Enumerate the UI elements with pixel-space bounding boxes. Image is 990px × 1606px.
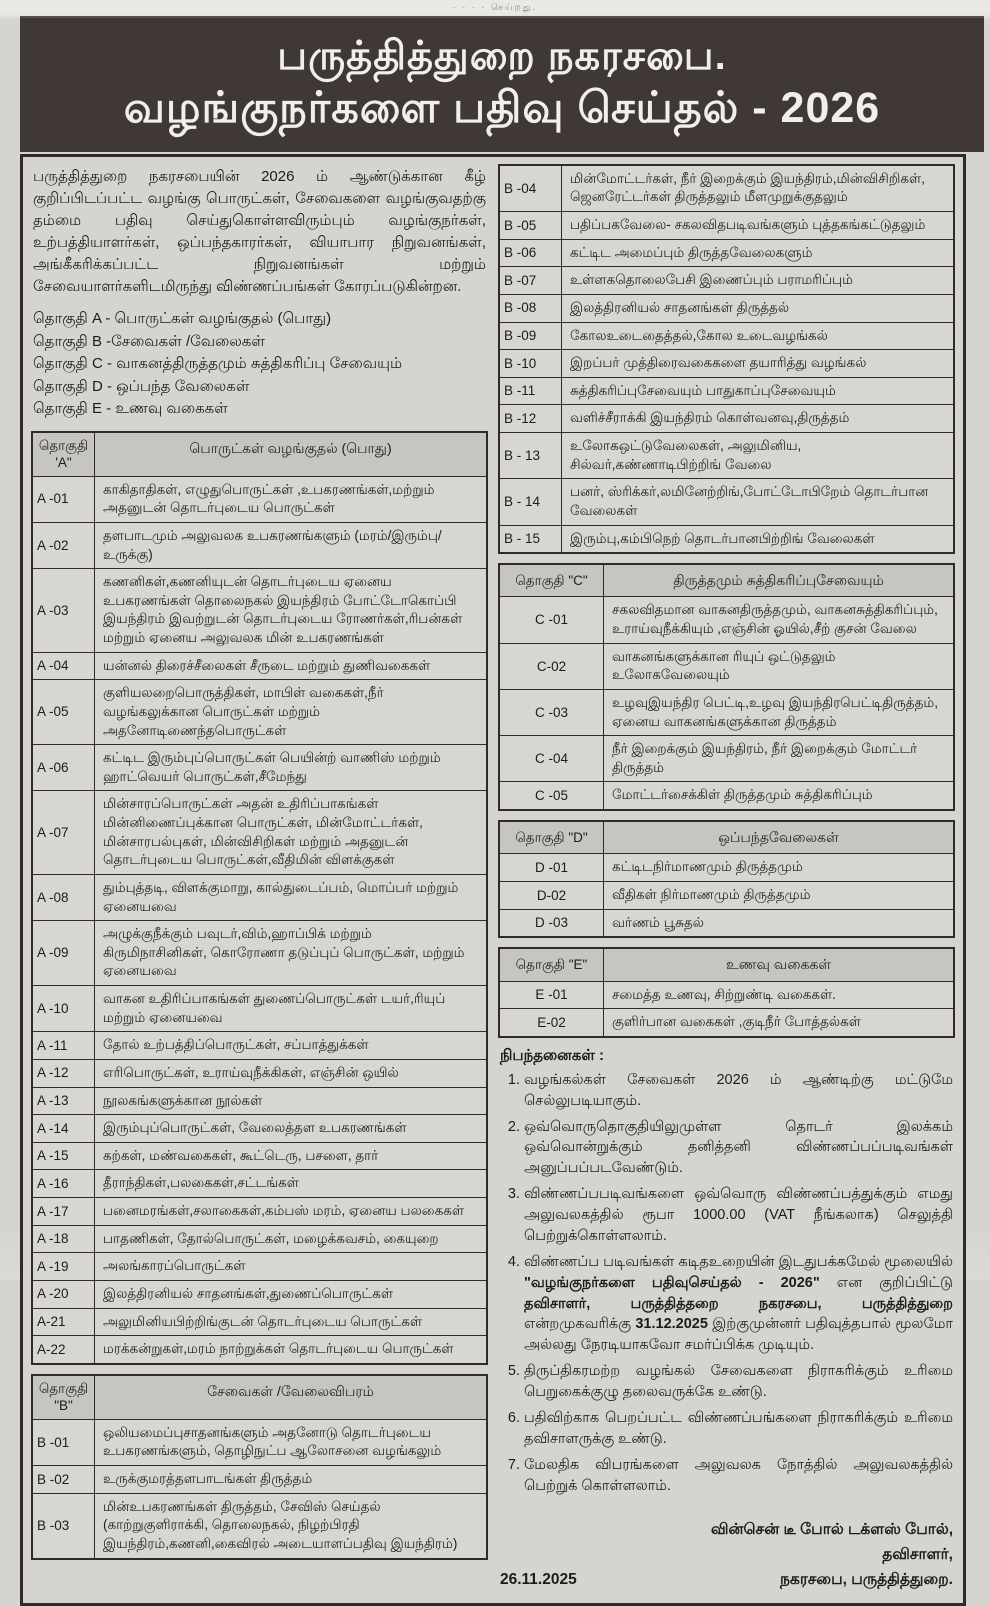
row-desc-cell: மரக்கன்றுகள்,மரம் நாற்றுக்கள் தொடர்புடைய பொருட்கள்: [103, 1341, 454, 1357]
notice-title-line1: பருத்தித்துறை நகரசபை.: [277, 34, 727, 78]
category-item: தொகுதி D - ஒப்பந்த வேலைகள்: [33, 377, 250, 395]
table-row: [33, 1114, 486, 1142]
table-row: [500, 689, 953, 735]
row-desc-cell: கற்கள், மண்வகைகள், கூட்டெரு, பசளை, தார்: [103, 1147, 379, 1163]
table-row: [500, 781, 953, 809]
row-code-cell: B -06: [500, 240, 562, 267]
row-code-cell: A-22: [33, 1336, 95, 1363]
row-code-cell: A -15: [33, 1143, 95, 1170]
table-row: [500, 981, 953, 1009]
row-desc-cell: அலுமினியபிற்றிங்குடன் தொடர்புடைய பொருட்கள்: [103, 1313, 423, 1329]
row-code-cell: B -04: [500, 166, 562, 211]
row-code-cell: A -18: [33, 1226, 95, 1253]
row-code-cell: B - 15: [500, 526, 562, 553]
condition-item: 4. விண்ணப்ப படிவங்கள் கடிதஉறையின் இடதுபக்கமேல் மூலையில் "வழங்குநர்களை பதிவுசெய்தல் - 2026" என குறிப்பிட்டு தவிசாளர், பருத்தித்தறை நகரசபை, பருத்தித்துறை என்றமுகவரிக்கு 31.12.2025 இற்குமுன்னர் பதிவுத்தபால் மூலமோ அல்லது நேரடியாகவோ சமர்ப்பிக்க முடியும்.: [524, 1252, 953, 1356]
table-a-header-title: பொருட்கள் வழங்குதல் (பொது): [189, 439, 392, 456]
category-item: தொகுதி A - பொருட்கள் வழங்குதல் (பொது): [33, 310, 332, 328]
row-desc-cell: தளபாடமும் அலுவலக உபகரணங்களும் (மரம்/இரும்பு/உருக்கு): [103, 527, 442, 562]
row-code-cell: B -01: [33, 1420, 95, 1465]
row-desc-cell: இலத்திரனியல் சாதனங்கள்,துணைப்பொருட்கள்: [103, 1285, 394, 1301]
table-row: [33, 1169, 486, 1197]
table-row: [33, 1280, 486, 1308]
row-desc-cell: வர்ணம் பூசுதல்: [612, 914, 704, 930]
notice-header: [20, 16, 984, 152]
conditions-list: [500, 1070, 953, 1497]
row-code-cell: A -01: [33, 477, 95, 522]
table-row: [500, 377, 953, 405]
signatory-title: தவிசாளர்,: [882, 1546, 953, 1564]
table-c-header-title: திருத்தமும் சுத்திகரிப்புசேவையும்: [673, 572, 884, 589]
table-row: [33, 744, 486, 790]
row-code-cell: C -01: [500, 597, 604, 642]
row-desc-cell: குளிர்பான வகைகள் ,குடிநீர் போத்தல்கள்: [612, 1014, 861, 1030]
row-desc-cell: மோட்டர்சைக்கிள் திருத்தமும் சுத்திகரிப்பும்: [612, 787, 873, 803]
row-desc-cell: தீராந்திகள்,பலகைகள்,சட்டங்கள்: [103, 1175, 299, 1191]
table-row: [33, 1059, 486, 1087]
row-code-cell: A -03: [33, 569, 95, 652]
row-code-cell: A -04: [33, 653, 95, 680]
table-row: [500, 596, 953, 642]
condition-item: 7. மேலதிக விபரங்களை அலுவலக நோத்தில் அலுவலகத்தில் பெற்றுக் கொள்ளலாம்.: [524, 1455, 953, 1497]
table-row: [500, 881, 953, 909]
row-code-cell: A -20: [33, 1281, 95, 1308]
row-desc-cell: குளியலறைபொருத்திகள், மாபிள் வகைகள்,நீர் வழங்கலுக்கான பொருட்கள் மற்றும் அதனோடிணைந்தபொருட்கள்: [103, 685, 384, 738]
row-code-cell: C -05: [500, 782, 604, 809]
row-desc-cell: இறப்பர் முத்திரைவகைகளை தயாரித்து வழங்கல்: [570, 355, 867, 371]
table-row: [500, 322, 953, 350]
table-d-header-row: [500, 822, 953, 853]
table-e-header-code: தொகுதி "E": [500, 949, 604, 980]
table-row: [33, 1087, 486, 1115]
row-desc-cell: பாதணிகள், தோல்பொருட்கள், மழைக்கவசம், கையுறை: [103, 1230, 439, 1246]
signatory-name: வின்சென் டீ போல் டக்ளஸ் போல்,: [710, 1521, 953, 1539]
row-code-cell: B -10: [500, 350, 562, 377]
table-row: [500, 239, 953, 267]
row-code-cell: C -04: [500, 736, 604, 781]
row-desc-cell: உலோகஒட்டுவேலைகள், அலுமினிய, சில்வர்,கண்ணாடிபிற்றிங் வேலை: [570, 438, 802, 472]
row-desc-cell: சுத்திகரிப்புசேவையும் பாதுகாப்புசேவையும்: [570, 382, 836, 398]
category-item: தொகுதி C - வாகனத்திருத்தமும் சுத்திகரிப்பு சேவையும்: [33, 355, 403, 373]
conditions-section: [500, 1047, 953, 1497]
row-desc-cell: கட்டிட இரும்புப்பொருட்கள் பெயின்ற் வாணிஸ் மற்றும் ஹாட்வெயர் பொருட்கள்,சீமேந்து: [103, 750, 441, 784]
table-row: [500, 294, 953, 322]
table-row: [500, 432, 953, 478]
row-desc-cell: எரிபொருட்கள், உராய்வுநீக்கிகள், எஞ்சின் ஒயில்: [103, 1064, 399, 1080]
category-item: தொகுதி E - உணவு வகைகள்: [33, 400, 228, 418]
row-code-cell: A -07: [33, 791, 95, 874]
table-row: [500, 643, 953, 689]
row-code-cell: A -14: [33, 1115, 95, 1142]
table-a-header-code: தொகுதி 'A": [33, 433, 95, 476]
row-code-cell: C-02: [500, 644, 604, 689]
table-row: [33, 985, 486, 1031]
row-code-cell: A -08: [33, 875, 95, 920]
row-desc-cell: சமைத்த உணவு, சிற்றுண்டி வகைகள்.: [612, 986, 836, 1002]
row-desc-cell: வீதிகள் நிர்மாணமும் திருத்தமும்: [612, 887, 811, 902]
row-desc-cell: மின்சாரப்பொருட்கள் அதன் உதிரிப்பாகங்கள் மின்னிணைப்புக்கான பொருட்கள், மின்மோட்டர்கள், மின்சாரபல்புகள், மின்விசிறிகள் மற்றும் அதனுடன் தொடர்புடைய பொருட்கள்,வீதிமின் விளக்குகள்: [103, 796, 423, 868]
category-item: தொகுதி B -சேவைகள் /வேலைகள்: [33, 332, 265, 350]
row-code-cell: D -03: [500, 910, 604, 937]
table-row: [33, 652, 486, 680]
condition-item: 6. பதிவிற்காக பெறப்பட்ட விண்ணப்பங்களை நிராகரிக்கும் உரிமை தவிசாளருக்கு உண்டு.: [524, 1408, 953, 1450]
table-row: [500, 909, 953, 937]
table-row: [33, 874, 486, 920]
row-code-cell: A -17: [33, 1198, 95, 1225]
row-code-cell: A -09: [33, 921, 95, 985]
row-desc-cell: தோல் உற்பத்திப்பொருட்கள், சப்பாத்துக்கள்: [103, 1037, 369, 1053]
row-desc-cell: உழவுஇயந்திர பெட்டி,உழவு இயந்திரபெட்டிதிருத்தம், ஏனைய வாகனங்களுக்கான திருத்தம்: [612, 694, 938, 729]
table-row: [33, 1493, 486, 1558]
row-desc-cell: பனைமரங்கள்,சலாகைகள்,கம்பஸ் மரம், ஏனைய பலகைகள்: [103, 1203, 465, 1218]
table-row: [500, 478, 953, 524]
row-code-cell: B -08: [500, 295, 562, 322]
row-code-cell: A -19: [33, 1253, 95, 1280]
notice-body-frame: [20, 154, 966, 1606]
table-row: [33, 920, 486, 985]
row-code-cell: B -07: [500, 267, 562, 294]
table-row: [33, 1197, 486, 1225]
row-desc-cell: கணனிகள்,கணனியுடன் தொடர்புடைய ஏனைய உபகரணங்கள் தொலைநகல் இயந்திரம் போட்டோகொப்பி இயந்திரம் இவற்றுடன் தொடர்புடைய ரோணர்கள்,ரிபன்கள் மற்றும் ஏனைய அலுவலக மின் உபகரணங்கள்: [103, 574, 463, 645]
row-desc-cell: அழுக்குநீக்கும் பவுடர்,விம்,ஹாப்பிக் மற்றும் கிருமிநாசினிகள், கொரோணா தடுப்புப் பொருட்கள், மற்றும் ஏனையவை: [103, 926, 465, 979]
row-desc-cell: இரும்பு,கம்பிநெற் தொடர்பானபிற்றிங் வேலைகள்: [570, 530, 875, 546]
table-row: [500, 1008, 953, 1036]
table-row: [33, 679, 486, 744]
table-row: [500, 211, 953, 239]
table-b-header-title: சேவைகள் /வேலைவிபரம்: [207, 1382, 374, 1399]
row-desc-cell: இலத்திரனியல் சாதனங்கள் திருத்தல்: [570, 299, 790, 315]
table-e-header-row: [500, 949, 953, 980]
row-desc-cell: உள்ளகதொலைபேசி இணைப்பும் பராமரிப்பும்: [570, 272, 853, 288]
left-column: [31, 164, 488, 1593]
table-d-header-code: தொகுதி "D": [500, 822, 604, 853]
table-d-header-title: ஒப்பந்தவேலைகள்: [718, 829, 839, 846]
condition-item: 2. ஒவ்வொருதொகுதியிலுமுள்ள தொடர் இலக்கம் ஒவ்வொன்றுக்கும் தனித்தனி விண்ணப்பப்படிவங்கள் அனுப்பப்படவேண்டும்.: [524, 1117, 953, 1180]
row-code-cell: A -13: [33, 1088, 95, 1115]
row-desc-cell: ஒலியமைப்புசாதனங்களும் அதனோடு தொடர்புடைய உபகரணங்களும், தொழிநுட்ப ஆலோசனை வழங்கலும்: [103, 1424, 442, 1459]
table-a: [31, 431, 488, 1365]
row-code-cell: B -09: [500, 323, 562, 350]
row-desc-cell: மின்உபகரணங்கள் திருத்தம், சேவிஸ் செய்தல் (காற்றுகுளிராக்கி, தொலைநகல், நிழற்பிரதி இயந்திரம்,கணனி,கைவிரல் அடையாளப்பதிவு இயந்திரம்): [103, 1498, 458, 1551]
row-desc-cell: கோலஉடைதைத்தல்,கோல உடைவழங்கல்: [570, 327, 828, 343]
table-c-header-row: [500, 565, 953, 596]
row-desc-cell: மின்மோட்டர்கள், நீர் இறைக்கும் இயந்திரம்,மின்விசிறிகள், ஜெனரேட்டர்கள் திருத்தலும் மீளமுறுக்குதலும்: [570, 170, 925, 205]
table-row: [33, 476, 486, 522]
row-desc-cell: உருக்குமரத்தளபாடங்கள் திருத்தம்: [103, 1471, 313, 1487]
row-code-cell: A -10: [33, 986, 95, 1031]
page-top-strip: · · · · செய்றது.: [452, 2, 538, 12]
row-desc-cell: பதிப்பகவேலை- சகலவிதபடிவங்களும் புத்தகங்கட்டுதலும்: [570, 217, 926, 232]
table-d: [498, 820, 955, 938]
condition-item: 3. விண்ணப்பபடிவங்களை ஒவ்வொரு விண்ணப்பத்துக்கும் எமது அலுவலகத்தில் ரூபா 1000.00 (VAT நீங்கலாக) செலுத்தி பெற்றுக்கொள்ளலாம்.: [524, 1184, 953, 1247]
table-row: [500, 349, 953, 377]
category-list: [33, 308, 486, 421]
row-code-cell: A -11: [33, 1032, 95, 1059]
row-code-cell: B -02: [33, 1466, 95, 1493]
table-e-header-title: உணவு வகைகள்: [726, 956, 831, 973]
row-code-cell: B - 14: [500, 479, 562, 524]
row-code-cell: A -02: [33, 523, 95, 568]
table-row: [33, 1335, 486, 1363]
right-column: [498, 164, 955, 1593]
signature-block: [500, 1518, 953, 1592]
table-row: [33, 1225, 486, 1253]
row-code-cell: B -05: [500, 212, 562, 239]
row-code-cell: B -03: [33, 1494, 95, 1558]
table-row: [500, 853, 953, 881]
row-desc-cell: கட்டிடநிர்மாணமும் திருத்தமும்: [612, 859, 803, 875]
table-row: [33, 568, 486, 652]
row-desc-cell: நூலகங்களுக்கான நூல்கள்: [103, 1092, 263, 1108]
table-row: [500, 266, 953, 294]
row-desc-cell: நீர் இறைக்கும் இயந்திரம், நீர் இறைக்கும் மோட்டர் திருத்தம்: [612, 741, 918, 775]
row-desc-cell: சகலவிதமான வாகனதிருத்தமும், வாகனசுத்திகரிப்பும், உராய்வுநீக்கியும் ,எஞ்சின் ஓயில்,சீற் குசன் வேலை: [612, 602, 938, 637]
condition-item: 5. திருப்திகரமற்ற வழங்கல் சேவைகளை நிராகரிக்கும் உரிமை பெறுகைக்குழு தலைவருக்கே உண்டு.: [524, 1361, 953, 1403]
row-code-cell: A -12: [33, 1060, 95, 1087]
table-row: [500, 735, 953, 781]
table-b-header-code: தொகுதி "B": [33, 1376, 95, 1419]
notice-title-line2: வழங்குநர்களை பதிவு செய்தல் - 2026: [123, 84, 881, 132]
row-code-cell: A -06: [33, 745, 95, 790]
table-row: [33, 1465, 486, 1493]
table-row: [33, 1031, 486, 1059]
row-desc-cell: அலங்காரப்பொருட்கள்: [103, 1258, 246, 1274]
row-code-cell: A-21: [33, 1309, 95, 1336]
row-code-cell: A -05: [33, 680, 95, 744]
table-b-right: [498, 164, 955, 554]
table-row: [33, 1419, 486, 1465]
row-desc-cell: யன்னல் திரைச்சீலைகள் சீருடை மற்றும் துணிவகைகள்: [103, 657, 431, 673]
row-code-cell: D-02: [500, 882, 604, 909]
row-desc-cell: வளிச்சீராக்கி இயந்திரம் கொள்வனவு,திருத்தம்: [570, 410, 850, 426]
row-code-cell: B -11: [500, 378, 562, 405]
table-b-left: [31, 1374, 488, 1560]
signatory-org: நகரசபை, பருத்தித்துறை.: [779, 1571, 953, 1589]
table-e: [498, 947, 955, 1038]
row-code-cell: C -03: [500, 690, 604, 735]
table-b-header-row: [33, 1376, 486, 1419]
table-row: [33, 1142, 486, 1170]
table-row: [500, 404, 953, 432]
notice-date: 26.11.2025: [500, 1571, 577, 1589]
table-row: [33, 522, 486, 568]
table-row: [500, 166, 953, 211]
row-code-cell: B - 13: [500, 433, 562, 478]
row-desc-cell: இரும்புப்பொருட்கள், வேலைத்தள உபகரணங்கள்: [103, 1120, 407, 1136]
row-code-cell: A -16: [33, 1170, 95, 1197]
table-c-header-code: தொகுதி "C": [500, 565, 604, 596]
table-row: [500, 525, 953, 553]
table-row: [33, 1252, 486, 1280]
table-c: [498, 563, 955, 811]
condition-item: 1. வழங்கல்கள் சேவைகள் 2026 ம் ஆண்டிற்கு மட்டுமே செல்லுபடியாகும்.: [524, 1070, 953, 1112]
row-desc-cell: வாகன உதிரிப்பாகங்கள் துணைப்பொருட்கள் டயர்,ரியுப் மற்றும் ஏனையவை: [103, 991, 446, 1025]
row-code-cell: E -01: [500, 982, 604, 1009]
row-desc-cell: தும்புத்தடி, விளக்குமாறு, கால்துடைப்பம், மொப்பர் மற்றும் ஏனையவை: [103, 879, 459, 914]
row-code-cell: D -01: [500, 854, 604, 881]
table-row: [33, 790, 486, 874]
intro-paragraph: பருத்தித்துறை நகரசபையின் 2026 ம் ஆண்டுக்கான கீழ் குறிப்பிடப்பட்ட வழங்கு பொருட்கள், சேவைகளை வழங்குவதற்கு தம்மை பதிவு செய்துகொள்ளவிரும்பும் வழங்குநர்கள், உற்பத்தியாளர்கள், ஒப்பந்தகாரர்கள், வியாபார நிறுவனங்கள், அங்கீகரிக்கப்பட்ட நிறுவனங்கள் மற்றும் சேவையாளர்களிடமிருந்து விண்ணப்பங்கள் கோரப்படுகின்றன.: [33, 167, 486, 295]
table-a-header-row: [33, 433, 486, 476]
table-row: [33, 1308, 486, 1336]
row-desc-cell: கட்டிட அமைப்பும் திருத்தவேலைகளும்: [570, 244, 813, 260]
row-desc-cell: காகிதாதிகள், எழுதுபொருட்கள் ,உபகரணங்கள்,மற்றும் அதனுடன் தொடர்புடைய பொருட்கள்: [103, 481, 435, 516]
conditions-heading: நிபந்தனைகள் :: [500, 1046, 605, 1064]
row-desc-cell: வாகனங்களுக்கான ரியுப் ஒட்டுதலும் உலோகவேலையும்: [612, 648, 836, 683]
row-desc-cell: பனர், ஸ்ரிக்கர்,லமினேற்றிங்,போட்டோபிறேம் தொடர்பான வேலைகள்: [570, 484, 929, 518]
row-code-cell: E-02: [500, 1009, 604, 1036]
row-code-cell: B -12: [500, 405, 562, 432]
